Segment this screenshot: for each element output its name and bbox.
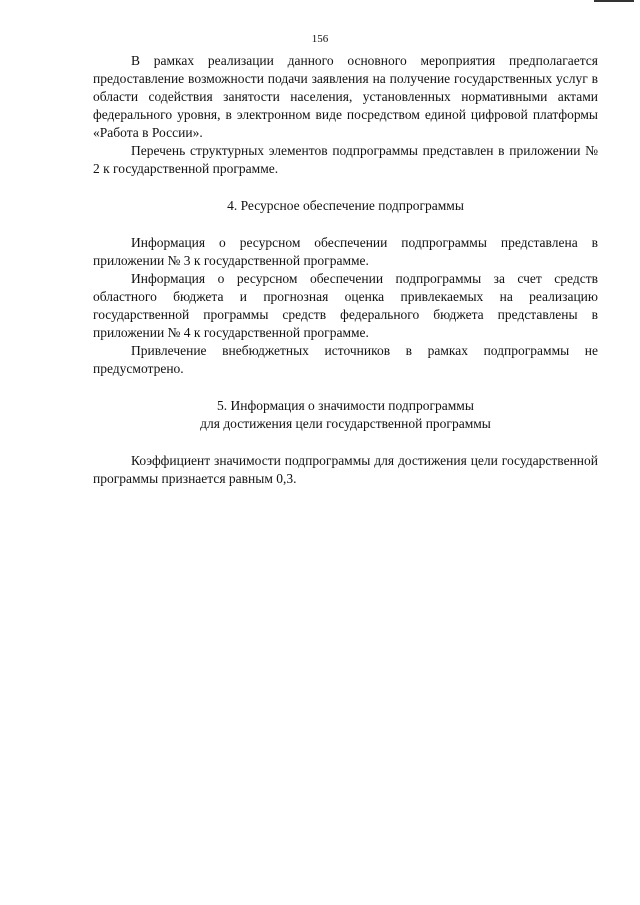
section-4-paragraph: Информация о ресурсном обеспечении подпрограммы за счет средств областного бюджета и прогнозная оценка привлекаемых на реализацию государственной программы средств федерального бюджета представлены в приложении № 4 к государственной программе. — [93, 271, 598, 340]
section-4-heading-block — [93, 197, 598, 215]
section-5-heading-line-1: 5. Информация о значимости подпрограммы — [217, 398, 474, 413]
section-5-heading-block — [93, 397, 598, 433]
section-4-paragraph: Привлечение внебюджетных источников в рамках подпрограммы не предусмотрено. — [93, 343, 598, 376]
section-5-heading-line-2: для достижения цели государственной программы — [200, 416, 491, 431]
scan-edge-mark — [594, 0, 634, 2]
section-4-paragraph: Информация о ресурсном обеспечении подпрограммы представлена в приложении № 3 к государственной программе. — [93, 235, 598, 268]
intro-paragraph: В рамках реализации данного основного мероприятия предполагается предоставление возможности подачи заявления на получение государственных услуг в области содействия занятости населения, установленных нормативными актами федерального уровня, в электронном виде посредством единой цифровой платформы «Работа в России». — [93, 53, 598, 140]
page-number: 156 — [311, 33, 329, 45]
document-body — [93, 52, 598, 488]
section-5-paragraph: Коэффициент значимости подпрограммы для достижения цели государственной программы признается равным 0,3. — [93, 453, 598, 486]
intro-paragraph: Перечень структурных элементов подпрограммы представлен в приложении № 2 к государственной программе. — [93, 143, 598, 176]
section-4-heading: 4. Ресурсное обеспечение подпрограммы — [227, 198, 464, 213]
